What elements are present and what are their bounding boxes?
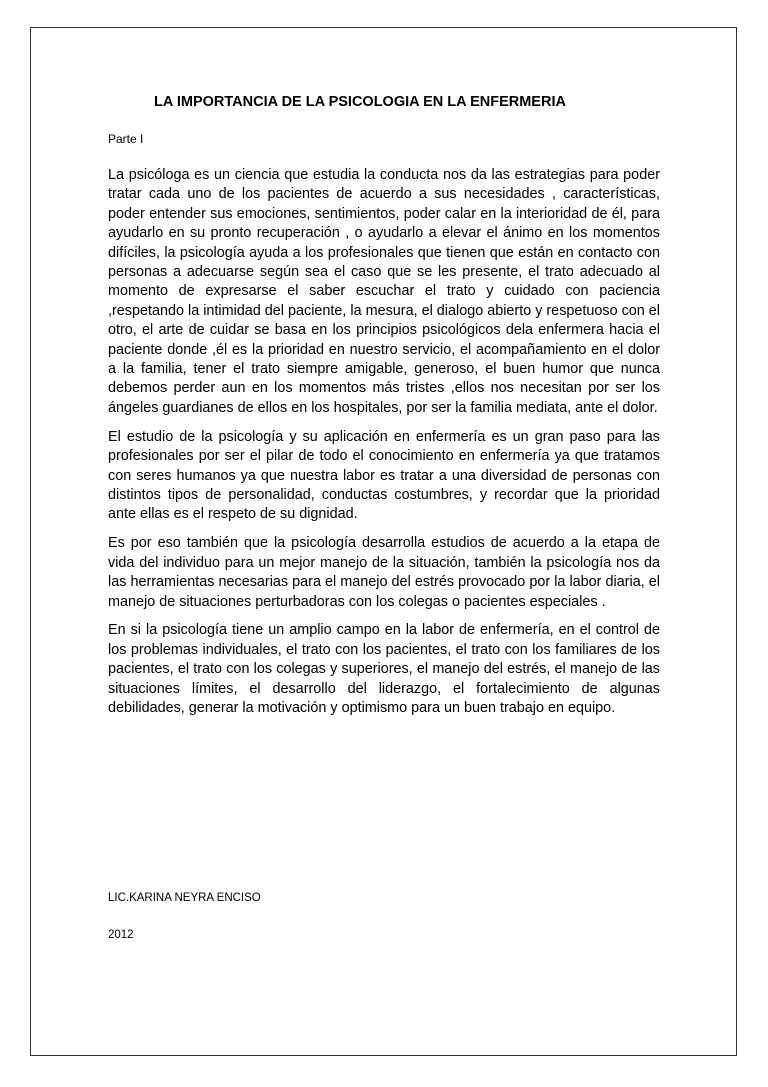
document-body (108, 166, 660, 728)
body-paragraph-3: Es por eso también que la psicología desarrolla estudios de acuerdo a la etapa de vida del individuo para un mejor manejo de la situación, también la psicología nos da las herramientas necesarias para el manejo del estrés provocado por la labor diaria, el manejo de situaciones perturbadoras con los colegas o pacientes especiales . (108, 535, 660, 610)
document-title: LA IMPORTANCIA DE LA PSICOLOGIA EN LA ENFERMERIA (154, 94, 566, 110)
body-paragraph-2: El estudio de la psicología y su aplicación en enfermería es un gran paso para las profesionales por ser el pilar de todo el conocimiento en enfermería ya que tratamos con seres humanos ya que nuestra labor es tratar a una diversidad de personas con distintos tipos de personalidad, conductas costumbres, y recordar que la prioridad ante ellas es el respeto de su dignidad. (108, 428, 660, 523)
document-subtitle: Parte I (108, 132, 144, 146)
body-paragraph-4: En si la psicología tiene un amplio campo en la labor de enfermería, en el control de los problemas individuales, el trato con los pacientes, el trato con los familiares de los pacientes, el trato con los colegas y superiores, el manejo del estrés, el manejo de las situaciones límites, el desarrollo del liderazgo, el fortalecimiento de algunas debilidades, generar la motivación y optimismo para un buen trabajo en equipo. (108, 622, 660, 717)
document-year: 2012 (108, 929, 134, 941)
author-name: LIC.KARINA NEYRA ENCISO (108, 892, 261, 904)
body-paragraph-1: La psicóloga es un ciencia que estudia la conducta nos da las estrategias para poder tratar cada uno de los pacientes de acuerdo a sus necesidades , características, poder entender sus emociones, sentimientos, poder calar en la interioridad de él, para ayudarlo en su pronto recuperación , o ayudarlo a elevar el ánimo en los momentos difíciles, la psicología ayuda a los profesionales que tienen que están en contacto con personas a adecuarse según sea el caso que se les presente, el trato adecuado al momento de expresarse el saber escuchar el trato y cuidado con paciencia ,respetando la intimidad del paciente, la mesura, el dialogo abierto y respetuoso con el otro, el arte de cuidar se basa en los principios psicológicos dela enfermera hacia el paciente donde ,él es la prioridad en nuestro servicio, el acompañamiento en el dolor a la familia, tener el trato siempre amigable, generoso, el buen humor que nunca debemos perder aun en los momentos más tristes ,ellos nos necesitan por ser los ángeles guardianes de ellos en los hospitales, por ser la familia mediata, ante el dolor. (108, 167, 660, 416)
